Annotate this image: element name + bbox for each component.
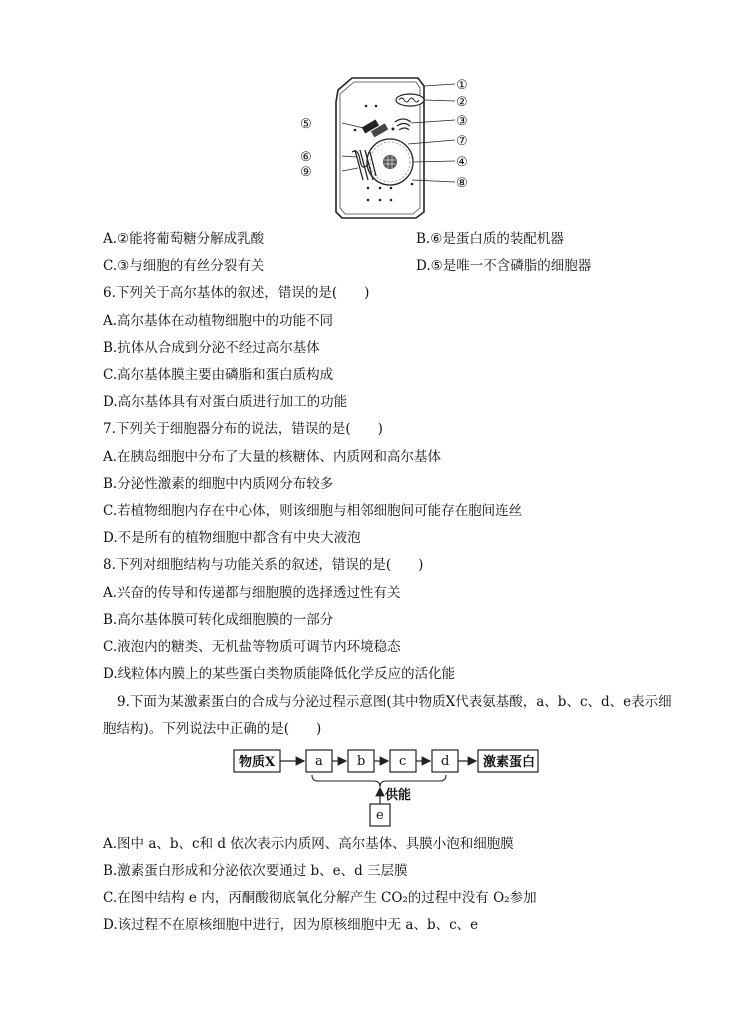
label-4: ④ <box>456 155 468 170</box>
label-8: ⑧ <box>456 176 468 191</box>
q9-option-b: B.激素蛋白形成和分泌依次要通过 b、e、d 三层膜 <box>103 863 408 879</box>
q8-option-d: D.线粒体内膜上的某些蛋白类物质能降低化学反应的活化能 <box>103 666 456 682</box>
q9-stem-line1: 9.下面为某激素蛋白的合成与分泌过程示意图(其中物质Ⅹ代表氨基酸，a、b、c、d、e表示细 <box>117 694 672 710</box>
flow-start: 物质X <box>239 755 276 770</box>
q5-option-d: D.⑤是唯一不含磷脂的细胞器 <box>416 258 592 274</box>
q5-option-b: B.⑥是蛋白质的装配机器 <box>416 231 564 247</box>
label-2: ② <box>456 95 468 110</box>
q8-option-b: B.高尔基体膜可转化成细胞膜的一部分 <box>103 612 334 628</box>
label-6: ⑥ <box>300 150 312 165</box>
q7-stem: 7.下列关于细胞器分布的说法，错误的是( ) <box>103 421 383 437</box>
flow-energy: 供能 <box>385 788 412 803</box>
label-1: ① <box>456 78 468 93</box>
q7-option-c: C.若植物细胞内存在中心体，则该细胞与相邻细胞间可能存在胞间连丝 <box>103 503 523 519</box>
q7-option-b: B.分泌性激素的细胞中内质网分布较多 <box>103 476 334 492</box>
flow-e: e <box>376 808 384 823</box>
flow-end: 激素蛋白 <box>483 755 536 770</box>
label-3: ③ <box>456 114 468 129</box>
flow-b: b <box>357 754 366 769</box>
label-5: ⑤ <box>300 117 312 132</box>
flow-d: d <box>441 754 450 769</box>
flow-a: a <box>315 754 323 769</box>
label-9: ⑨ <box>300 165 312 180</box>
q7-option-d: D.不是所有的植物细胞中都含有中央大液泡 <box>103 530 361 546</box>
q9-option-a: A.图中 a、b、c和 d 依次表示内质网、高尔基体、具膜小泡和细胞膜 <box>103 836 514 852</box>
cell-structure-diagram <box>300 72 500 224</box>
label-7: ⑦ <box>456 134 468 149</box>
q7-option-a: A.在胰岛细胞中分布了大量的核糖体、内质网和高尔基体 <box>103 449 442 465</box>
q6-option-d: D.高尔基体具有对蛋白质进行加工的功能 <box>103 394 348 410</box>
q9-option-c: C.在图中结构 e 内，丙酮酸彻底氧化分解产生 CO₂的过程中没有 O₂参加 <box>103 890 537 906</box>
q6-option-a: A.高尔基体在动植物细胞中的功能不同 <box>103 313 334 329</box>
flow-c: c <box>399 754 407 769</box>
q6-option-b: B.抗体从合成到分泌不经过高尔基体 <box>103 340 320 356</box>
q9-stem-line2: 胞结构)。下列说法中正确的是( ) <box>103 721 322 737</box>
q6-stem: 6.下列关于高尔基体的叙述，错误的是( ) <box>103 285 370 301</box>
q9-option-d: D.该过程不在原核细胞中进行，因为原核细胞中无 a、b、c、e <box>103 917 479 933</box>
q6-option-c: C.高尔基体膜主要由磷脂和蛋白质构成 <box>103 367 334 383</box>
secretion-flow-diagram <box>230 746 540 830</box>
q8-stem: 8.下列对细胞结构与功能关系的叙述，错误的是( ) <box>103 557 424 573</box>
q5-option-a: A.②能将葡萄糖分解成乳酸 <box>103 231 265 247</box>
q8-option-c: C.液泡内的糖类、无机盐等物质可调节内环境稳态 <box>103 639 401 655</box>
q5-option-c: C.③与细胞的有丝分裂有关 <box>103 258 265 274</box>
q8-option-a: A.兴奋的传导和传递都与细胞膜的选择透过性有关 <box>103 585 401 601</box>
